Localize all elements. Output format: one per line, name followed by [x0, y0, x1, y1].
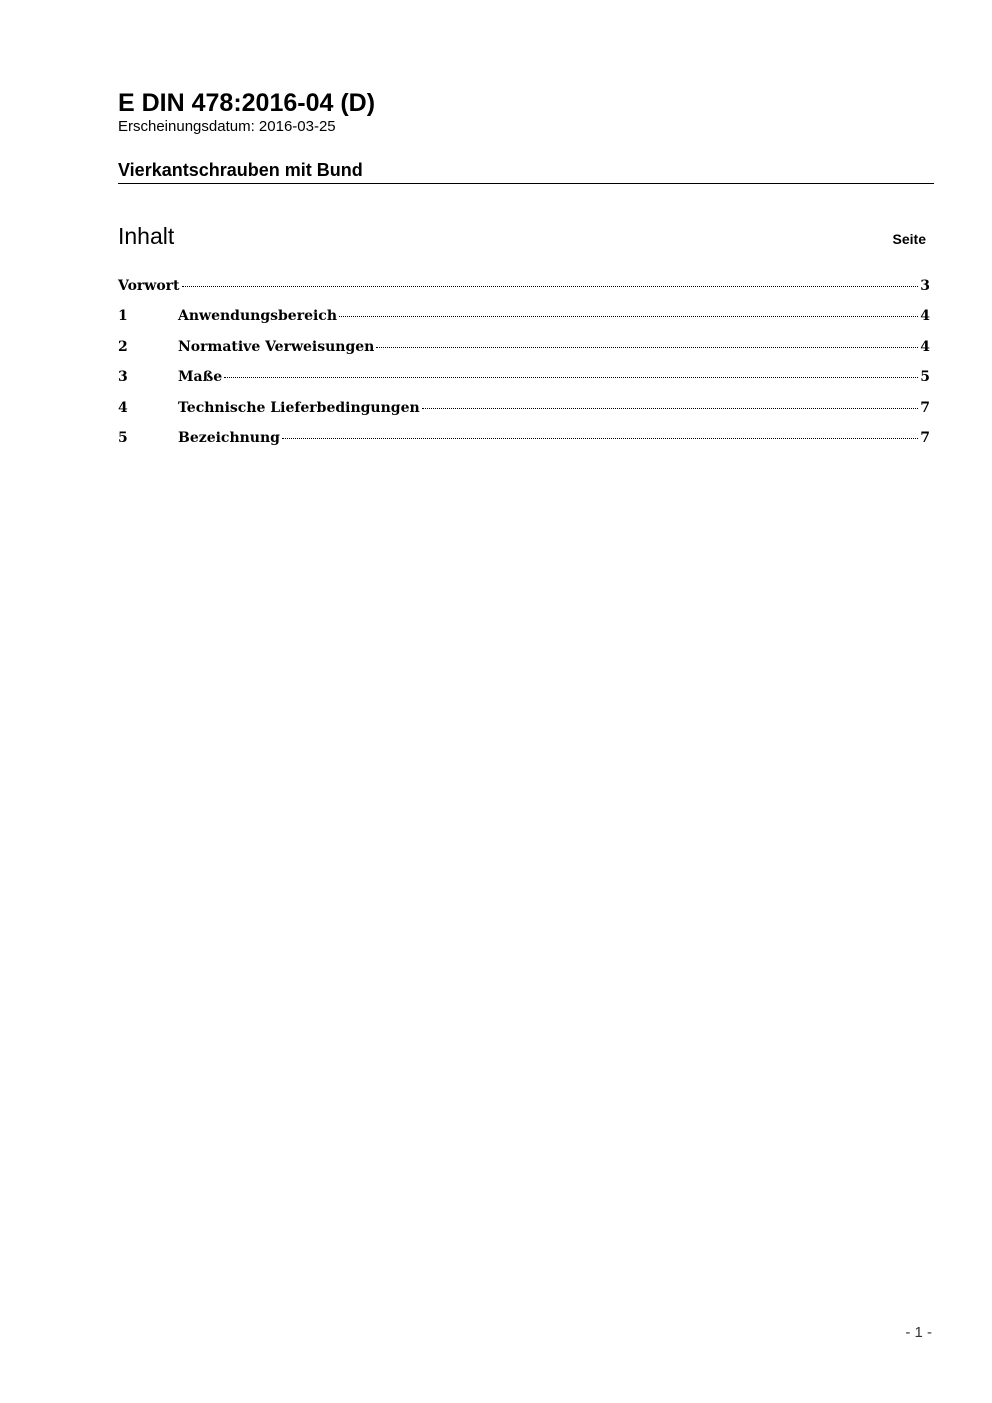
toc-leader-dots — [376, 347, 918, 348]
toc-entry-page: 5 — [920, 369, 930, 386]
toc-entry-title: Maße — [178, 369, 223, 386]
toc-leader-dots — [422, 408, 919, 409]
toc-entry-vorwort[interactable] — [118, 278, 930, 308]
toc-entry-number: 4 — [118, 399, 128, 416]
toc-entry-title: Normative Verweisungen — [178, 338, 375, 355]
toc-page-column-label: Seite — [892, 231, 926, 247]
document-number: E DIN 478:2016-04 (D) — [118, 89, 376, 117]
toc-entry-number: 1 — [118, 308, 128, 325]
toc-heading — [118, 221, 926, 251]
table-of-contents — [118, 278, 930, 460]
toc-entry-number: 2 — [118, 338, 128, 355]
toc-entry-masse[interactable] — [118, 369, 930, 399]
publication-date: Erscheinungsdatum: 2016-03-25 — [118, 118, 336, 135]
page-number: - 1 - — [905, 1324, 932, 1341]
toc-entry-page: 4 — [920, 308, 930, 325]
toc-heading-label: Inhalt — [118, 223, 175, 249]
toc-entry-bezeichnung[interactable] — [118, 430, 930, 460]
toc-entry-number: 3 — [118, 369, 128, 386]
toc-entry-normative-verweisungen[interactable] — [118, 339, 930, 369]
toc-leader-dots — [224, 377, 918, 378]
toc-entry-title: Anwendungsbereich — [178, 308, 337, 325]
toc-entry-technische-lieferbedingungen[interactable] — [118, 400, 930, 430]
toc-leader-dots — [282, 438, 918, 439]
toc-entry-page: 3 — [920, 278, 930, 294]
toc-leader-dots — [182, 286, 919, 287]
toc-entry-number: 5 — [118, 429, 128, 446]
toc-entry-title: Bezeichnung — [178, 429, 280, 446]
toc-entry-page: 4 — [920, 338, 930, 355]
toc-entry-anwendungsbereich[interactable] — [118, 308, 930, 338]
toc-entry-title: Vorwort — [118, 278, 180, 294]
toc-entry-page: 7 — [920, 399, 930, 416]
toc-entry-title: Technische Lieferbedingungen — [178, 399, 420, 416]
toc-entry-page: 7 — [920, 429, 930, 446]
document-header — [118, 88, 934, 136]
toc-leader-dots — [339, 316, 918, 317]
document-title: Vierkantschrauben mit Bund — [118, 158, 934, 184]
